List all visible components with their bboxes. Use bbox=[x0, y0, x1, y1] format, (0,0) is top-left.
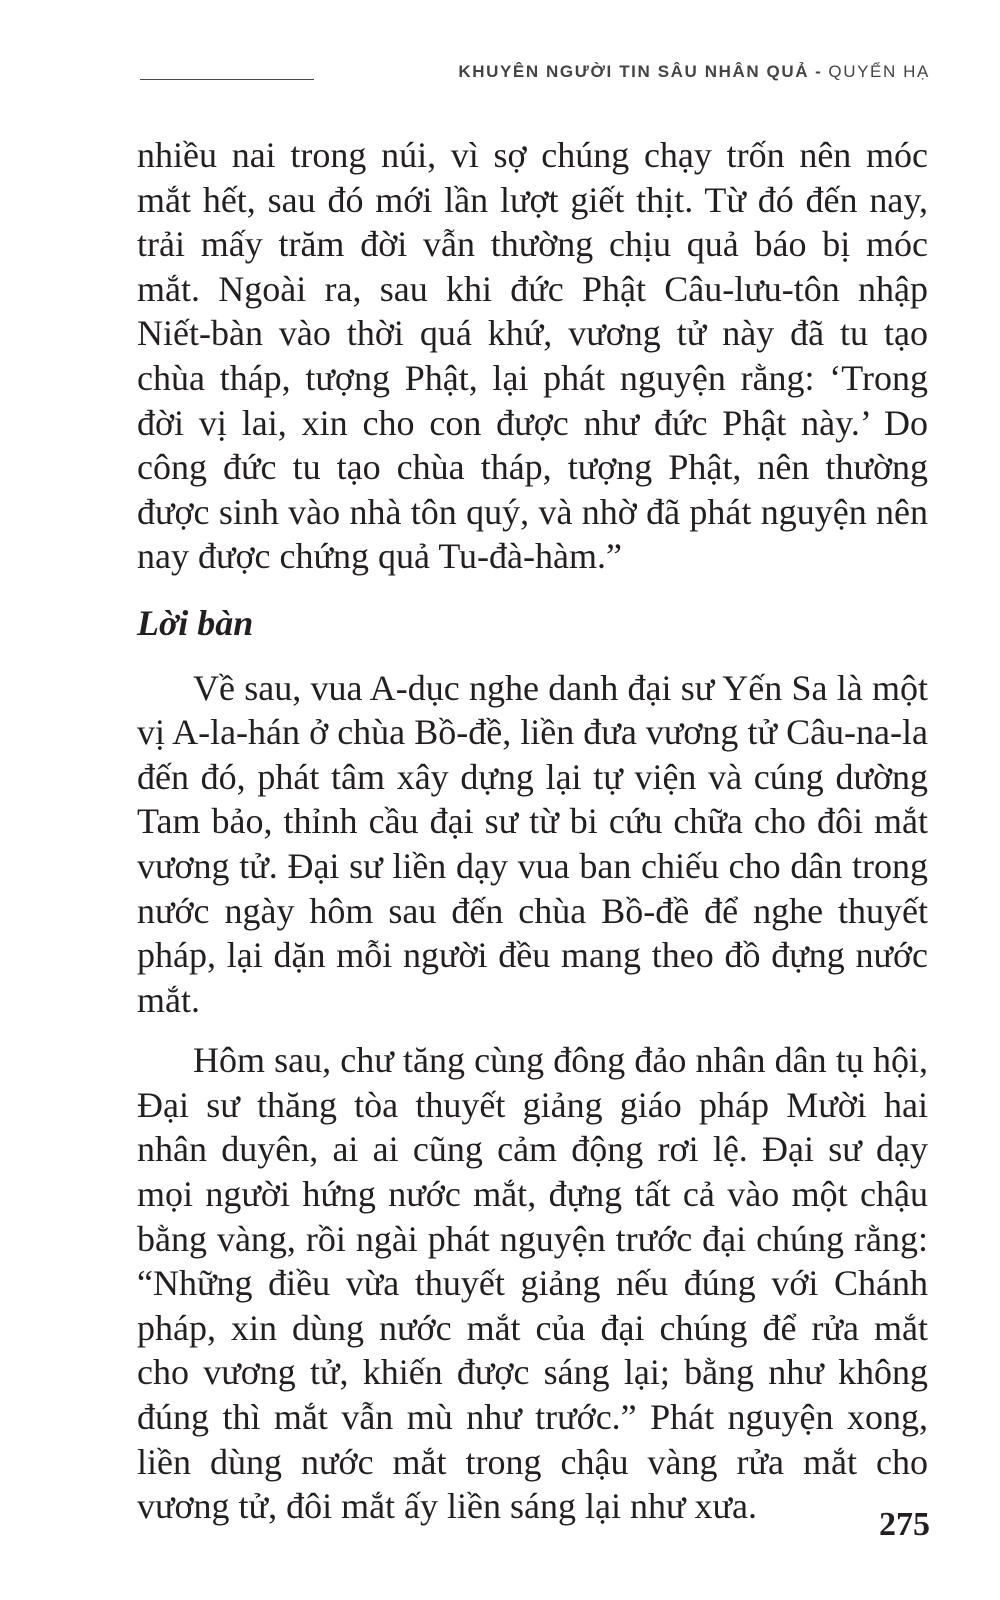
paragraph: Về sau, vua A-dục nghe danh đại sư Yến Sa là một vị A-la-hán ở chùa Bồ-đề, liền đưa vương tử Câu-na-la đến đó, phát tâm xây dựng lại tự viện và cúng dường Tam bảo, thỉnh cầu đại sư từ bi cứu chữa cho đôi mắt vương tử. Đại sư liền dạy vua ban chiếu cho dân trong nước ngày hôm sau đến chùa Bồ-đề để nghe thuyết pháp, lại dặn mỗi người đều mang theo đồ đựng nước mắt. bbox=[137, 667, 928, 1020]
running-header bbox=[140, 62, 930, 92]
book-title: KHUYÊN NGƯỜI TIN SÂU NHÂN QUẢ bbox=[458, 62, 810, 81]
paragraph: Hôm sau, chư tăng cùng đông đảo nhân dân tụ hội, Đại sư thăng tòa thuyết giảng giáo pháp Mười hai nhân duyên, ai ai cũng cảm động rơi lệ. Đại sư dạy mọi người hứng nước mắt, đựng tất cả vào một chậu bằng vàng, rồi ngài phát nguyện trước đại chúng rằng: “Những điều vừa thuyết giảng nếu đúng với Chánh pháp, xin dùng nước mắt của đại chúng để rửa mắt cho vương tử, khiến được sáng lại; bằng như không đúng thì mắt vẫn mù như trước.” Phát nguyện xong, liền dùng nước mắt trong chậu vàng rửa mắt cho vương tử, đôi mắt ấy liền sáng lại như xưa. bbox=[137, 1040, 928, 1527]
page-body bbox=[137, 133, 928, 1529]
header-rule bbox=[140, 79, 314, 80]
section-heading: Lời bàn bbox=[137, 602, 254, 643]
header-text bbox=[458, 62, 930, 82]
volume-label: QUYỂN HẠ bbox=[828, 62, 930, 81]
header-separator: - bbox=[815, 62, 823, 81]
paragraph-continuation: nhiều nai trong núi, vì sợ chúng chạy trốn nên móc mắt hết, sau đó mới lần lượt giết thịt. Từ đó đến nay, trải mấy trăm đời vẫn thường chịu quả báo bị móc mắt. Ngoài ra, sau khi đức Phật Câu-lưu-tôn nhập Niết-bàn vào thời quá khứ, vương tử này đã tu tạo chùa tháp, tượng Phật, lại phát nguyện rằng: ‘Trong đời vị lai, xin cho con được như đức Phật này.’ Do công đức tu tạo chùa tháp, tượng Phật, nên thường được sinh vào nhà tôn quý, và nhờ đã phát nguyện nên nay được chứng quả Tu-đà-hàm.” bbox=[137, 135, 928, 577]
page-number: 275 bbox=[879, 1506, 930, 1543]
